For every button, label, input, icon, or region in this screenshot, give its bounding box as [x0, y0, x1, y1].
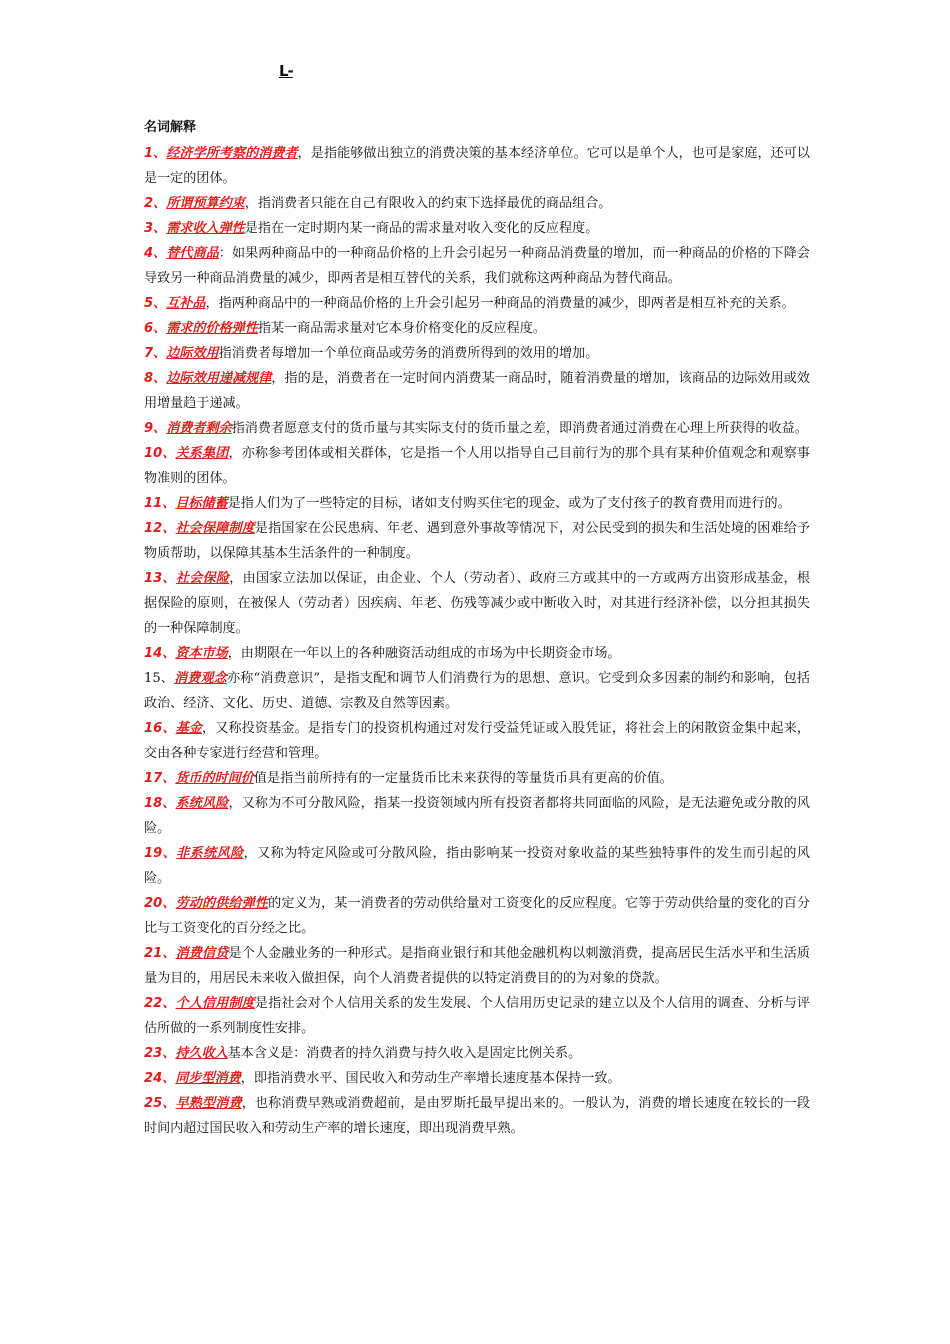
entry-definition: ，又称投资基金。是指专门的投资机构通过对发行受益凭证或入股凭证，将社会上的闲散资金集中起来，交由各种专家进行经营和管理。: [144, 721, 811, 761]
entry-term: 目标储蓄: [175, 496, 228, 511]
entry-term: 所谓预算约束: [166, 196, 245, 211]
entry-term: 货币的时间价: [175, 771, 254, 786]
entry-number: 23、: [144, 1046, 176, 1061]
entry-number: 6、: [144, 321, 167, 336]
glossary-entry: [144, 416, 810, 441]
entry-number: 16、: [144, 721, 176, 736]
entry-term: 需求收入弹性: [166, 221, 245, 236]
entry-definition: 是指在一定时期内某一商品的需求量对收入变化的反应程度。: [244, 221, 599, 236]
entry-number: 17、: [144, 771, 176, 786]
entry-number: 1、: [144, 146, 167, 161]
entry-number: 5、: [144, 296, 167, 311]
entry-term: 个人信用制度: [175, 996, 255, 1011]
entry-term: 边际效用递减规律: [166, 371, 272, 386]
entry-term: 互补品: [166, 296, 206, 311]
entry-definition: 是指国家在公民患病、年老、遇到意外事故等情况下，对公民受到的损失和生活处境的困难给予物质帮助，以保障其基本生活条件的一种制度。: [144, 521, 811, 561]
entry-definition: ，亦称参考团体或相关群体，它是指一个人用以指导自己目前行为的那个具有某种价值观念和观察事物准则的团体。: [144, 446, 811, 486]
entry-number: 21、: [144, 946, 176, 961]
entry-definition: ，由国家立法加以保证，由企业、个人（劳动者）、政府三方或其中的一方或两方出资形成基金，根据保险的原则，在被保人（劳动者）因疾病、年老、伤残等减少或中断收入时，对其进行经济补偿，以分担其损失的一种保障制度。: [144, 571, 811, 636]
entry-number: 15、: [144, 671, 175, 686]
glossary-entry: [144, 716, 810, 766]
entry-number: 11、: [144, 496, 176, 511]
entry-number: 4、: [144, 246, 167, 261]
entry-definition: ，指的是，消费者在一定时间内消费某一商品时，随着消费量的增加，该商品的边际效用或效用增量趋于递减。: [144, 371, 810, 411]
glossary-entry: [144, 141, 810, 191]
entry-number: 25、: [144, 1096, 176, 1111]
entry-term: 资本市场: [175, 646, 228, 661]
entry-definition: 的定义为，某一消费者的劳动供给量对工资变化的反应程度。它等于劳动供给量的变化的百分比与工资变化的百分经之比。: [144, 896, 811, 936]
entry-number: 8、: [144, 371, 167, 386]
entry-term: 替代商品: [166, 246, 219, 261]
entry-number: 20、: [144, 896, 176, 911]
entry-term: 社会保险: [175, 571, 230, 586]
entry-term: 非系统风险: [176, 846, 244, 861]
entry-definition: 指消费者愿意支付的货币量与其实际支付的货币量之差，即消费者通过消费在心理上所获得的收益。: [231, 421, 808, 436]
entry-definition: ，又称为特定风险或可分散风险，指由影响某一投资对象收益的某些独特事件的发生而引起的风险。: [144, 846, 811, 886]
entry-number: 18、: [144, 796, 176, 811]
entry-definition: ：如果两种商品中的一种商品价格的上升会引起另一种商品消费量的增加，而一种商品的价格的下降会导致另一种商品消费量的减少，即两者是相互替代的关系，我们就称这两种商品为替代商品。: [144, 246, 811, 286]
glossary-entry: [144, 1041, 810, 1066]
glossary-entry: [144, 791, 810, 841]
entry-definition: 是指社会对个人信用关系的发生发展、个人信用历史记录的建立以及个人信用的调查、分析与评估所做的一系列制度性安排。: [144, 996, 811, 1036]
glossary-content: [144, 118, 810, 1141]
glossary-entry: [144, 316, 810, 341]
entry-definition: 值是指当前所持有的一定量货币比未来获得的等量货币具有更高的价值。: [253, 771, 673, 786]
entry-definition: ，又称为不可分散风险，指某一投资领域内所有投资者都将共同面临的风险，是无法避免或分散的风险。: [144, 796, 811, 836]
glossary-entry: [144, 1066, 810, 1091]
entry-definition: ，指消费者只能在自己有限收入的约束下选择最优的商品组合。: [244, 196, 612, 211]
entry-number: 19、: [144, 846, 177, 861]
entry-number: 2、: [144, 196, 167, 211]
glossary-entry: [144, 841, 810, 891]
section-title: 名词解释: [144, 120, 197, 135]
entry-term: 消费观念: [174, 671, 228, 686]
entry-term: 劳动的供给弹性: [175, 896, 269, 911]
glossary-entry: [144, 341, 810, 366]
entry-definition: ，由期限在一年以上的各种融资活动组成的市场为中长期资金市场。: [227, 646, 621, 661]
glossary-entry: [144, 891, 810, 941]
header-mark: L-: [279, 62, 293, 80]
entry-number: 12、: [144, 521, 176, 536]
entry-number: 24、: [144, 1071, 176, 1086]
glossary-entry: [144, 666, 810, 716]
entry-definition: ，是指能够做出独立的消费决策的基本经济单位。它可以是单个人，也可是家庭，还可以是一定的团体。: [144, 146, 810, 186]
entry-definition: ，也称消费早熟或消费超前，是由罗斯托最早提出来的。一般认为，消费的增长速度在较长的一段时间内超过国民收入和劳动生产率的增长速度，即出现消费早熟。: [144, 1096, 811, 1136]
glossary-entry: [144, 991, 810, 1041]
entry-term: 消费信贷: [175, 946, 229, 961]
glossary-entry: [144, 241, 810, 291]
entry-number: 3、: [144, 221, 167, 236]
entry-term: 经济学所考察的消费者: [166, 146, 298, 161]
entry-number: 9、: [144, 421, 167, 436]
entry-number: 14、: [144, 646, 176, 661]
entry-term: 持久收入: [175, 1046, 228, 1061]
entry-term: 同步型消费: [175, 1071, 241, 1086]
entry-number: 10、: [144, 446, 176, 461]
entry-term: 社会保障制度: [175, 521, 255, 536]
entry-number: 7、: [144, 346, 167, 361]
entry-definition: 亦称“消费意识”，是指支配和调节人们消费行为的思想、意识。它受到众多因素的制约和影响，包括政治、经济、文化、历史、道德、宗教及自然等因素。: [144, 671, 811, 711]
entry-number: 22、: [144, 996, 176, 1011]
glossary-entry: [144, 641, 810, 666]
entry-definition: ，指两种商品中的一种商品价格的上升会引起另一种商品的消费量的减少，即两者是相互补充的关系。: [205, 296, 795, 311]
entry-definition: 指消费者每增加一个单位商品或劳务的消费所得到的效用的增加。: [218, 346, 599, 361]
entry-definition: 是个人金融业务的一种形式。是指商业银行和其他金融机构以刺激消费，提高居民生活水平和生活质量为目的，用居民未来收入做担保，向个人消费者提供的以特定消费目的的为对象的贷款。: [144, 946, 811, 986]
glossary-list: [144, 141, 810, 1141]
entry-term: 基金: [175, 721, 203, 736]
entry-definition: 指某一商品需求量对它本身价格变化的反应程度。: [257, 321, 546, 336]
entry-term: 消费者剩余: [166, 421, 232, 436]
glossary-entry: [144, 1091, 810, 1141]
glossary-entry: [144, 366, 810, 416]
entry-term: 关系集团: [175, 446, 229, 461]
entry-term: 边际效用: [166, 346, 219, 361]
entry-definition: ，即指消费水平、国民收入和劳动生产率增长速度基本保持一致。: [240, 1071, 621, 1086]
glossary-entry: [144, 216, 810, 241]
glossary-entry: [144, 516, 810, 566]
entry-number: 13、: [144, 571, 176, 586]
glossary-entry: [144, 941, 810, 991]
glossary-entry: [144, 566, 810, 641]
glossary-entry: [144, 491, 810, 516]
entry-definition: 基本含义是：消费者的持久消费与持久收入是固定比例关系。: [227, 1046, 582, 1061]
entry-term: 需求的价格弹性: [166, 321, 258, 336]
glossary-entry: [144, 441, 810, 491]
entry-term: 系统风险: [175, 796, 229, 811]
entry-definition: 是指人们为了一些特定的目标，诸如支付购买住宅的现金、或为了支付孩子的教育费用而进行的。: [227, 496, 791, 511]
glossary-entry: [144, 291, 810, 316]
glossary-entry: [144, 191, 810, 216]
glossary-entry: [144, 766, 810, 791]
entry-term: 早熟型消费: [175, 1096, 242, 1111]
